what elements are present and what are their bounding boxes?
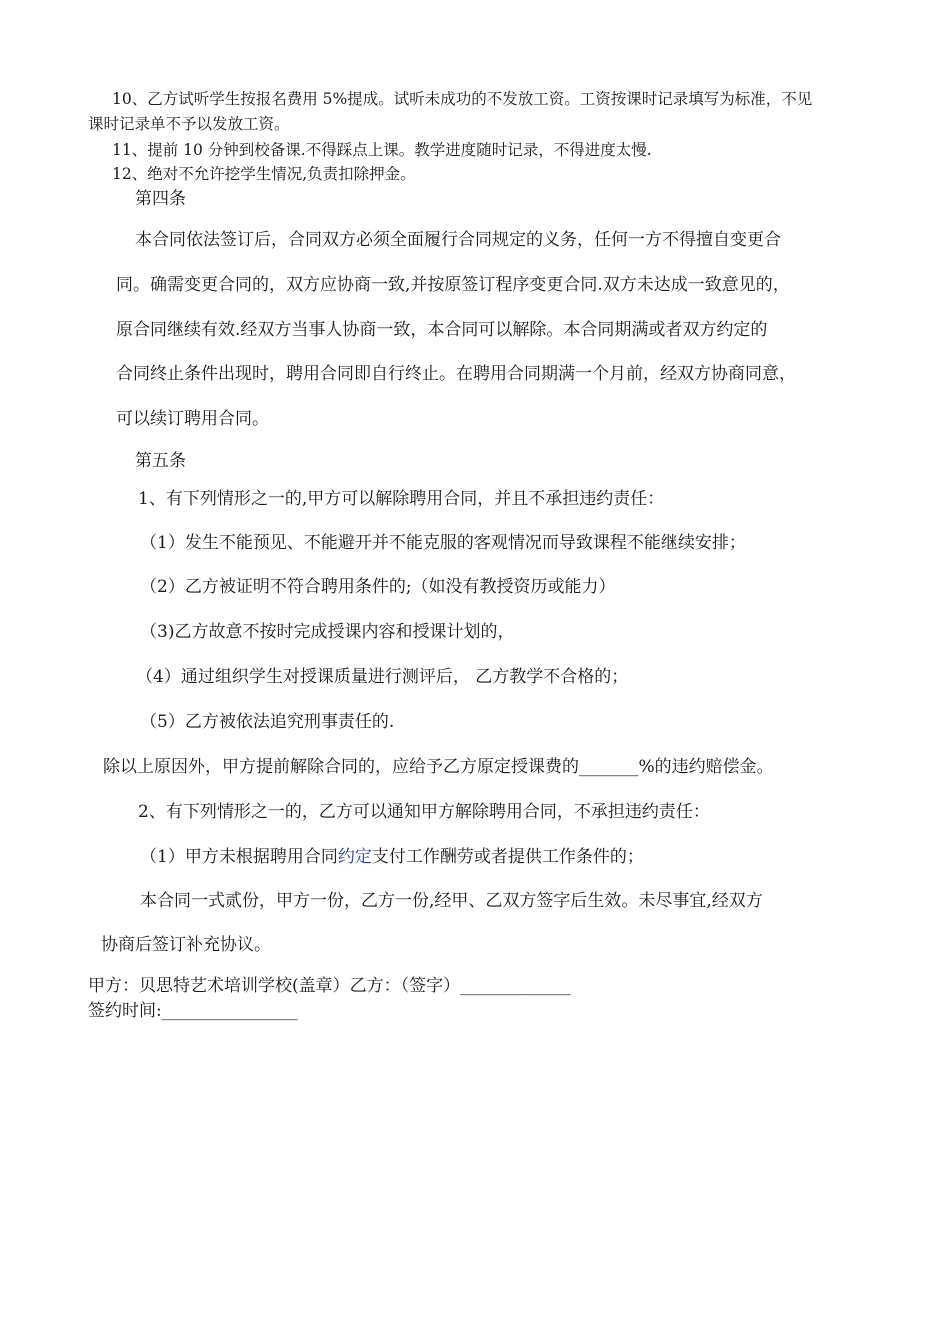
article-5-item-1: 1、有下列情形之一的,甲方可以解除聘用合同，并且不承担违约责任：: [138, 489, 665, 509]
article-5-item-2-case-1: [140, 845, 644, 869]
item-2-case-1-highlight: 约定: [337, 847, 372, 867]
compensation-clause: 除以上原因外，甲方提前解除合同的，应给予乙方原定授课费的_______%的违约赔偿金。: [103, 757, 774, 777]
article-4-heading: 第四条: [135, 189, 186, 209]
article-5-case-3: （3)乙方故意不按时完成授课内容和授课计划的，: [140, 622, 515, 642]
article-5-case-2: （2）乙方被证明不符合聘用条件的;（如没有教授资历或能力）: [140, 577, 616, 597]
article-4-line-3: 原合同继续有效.经双方当事人协商一致，本合同可以解除。本合同期满或者双方约定的: [116, 320, 768, 340]
item-2-case-1-prefix: （1）甲方未根据聘用合同: [140, 847, 338, 867]
clause-12: 12、绝对不允许挖学生情况,负责扣除押金。: [112, 165, 416, 183]
clause-11: 11、提前 10 分钟到校备课.不得踩点上课。教学进度随时记录，不得进度太慢.: [112, 141, 652, 159]
article-5-item-2: 2、有下列情形之一的，乙方可以通知甲方解除聘用合同，不承担违约责任：: [138, 802, 710, 822]
article-5-case-1: （1）发生不能预见、不能避开并不能克服的客观情况而导致课程不能继续安排；: [140, 533, 746, 553]
article-5-heading: 第五条: [135, 451, 186, 471]
signing-date: 签约时间:________________: [88, 1001, 298, 1021]
article-5-case-4: （4）通过组织学生对授课质量进行测评后， 乙方教学不合格的；: [136, 667, 629, 687]
article-4-line-4: 合同终止条件出现时，聘用合同即自行终止。在聘用合同期满一个月前，经双方协商同意，: [116, 364, 796, 384]
article-5-case-5: （5）乙方被依法追究刑事责任的.: [140, 712, 395, 732]
signature-parties: 甲方：贝思特艺术培训学校(盖章）乙方：（签字）_____________: [88, 976, 571, 996]
clause-10-line-1: 10、乙方试听学生按报名费用 5%提成。试听未成功的不发放工资。工资按课时记录填写为标准，不见: [112, 90, 813, 108]
article-4-line-2: 同。确需变更合同的，双方应协商一致,并按原签订程序变更合同.双方未达成一致意见的，: [116, 275, 790, 295]
closing-line-1: 本合同一式贰份，甲方一份，乙方一份,经甲、乙双方签字后生效。未尽事宜,经双方: [140, 891, 763, 911]
article-4-line-1: 本合同依法签订后，合同双方必须全面履行合同规定的义务，任何一方不得擅自变更合: [135, 230, 781, 250]
clause-10-line-2: 课时记录单不予以发放工资。: [88, 115, 290, 133]
closing-line-2: 协商后签订补充协议。: [101, 935, 271, 955]
item-2-case-1-suffix: 支付工作酬劳或者提供工作条件的；: [371, 847, 644, 867]
article-4-line-5: 可以续订聘用合同。: [116, 409, 269, 429]
